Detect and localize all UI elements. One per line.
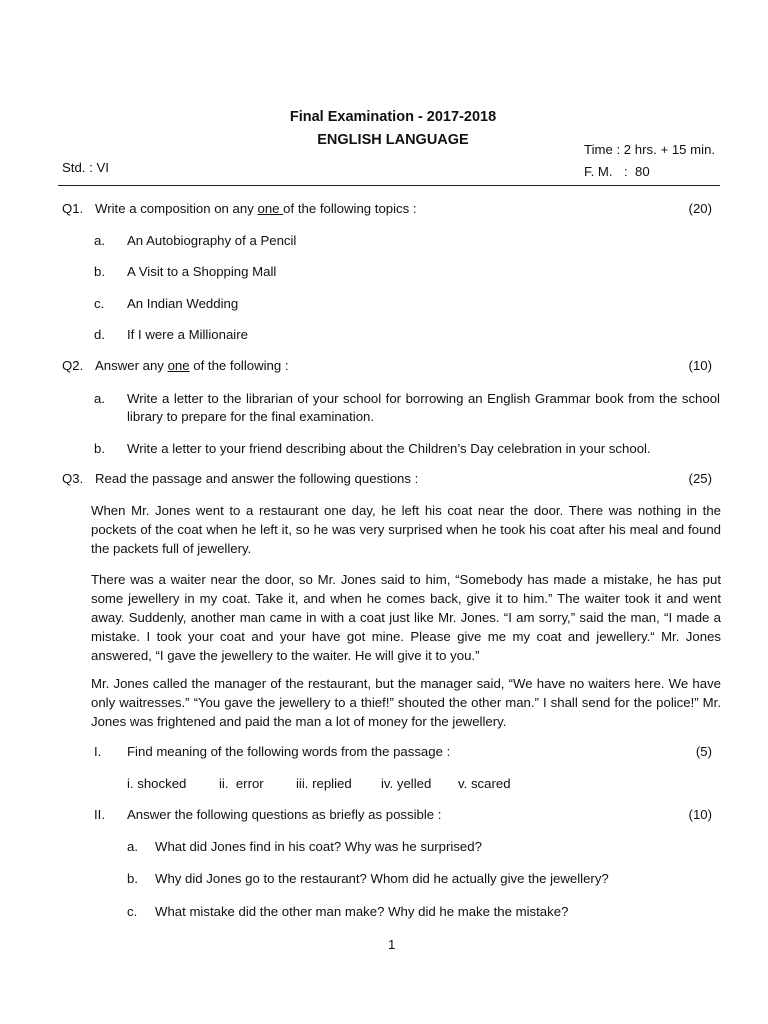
question-marks: (10)	[688, 358, 712, 373]
full-marks-value: : 80	[624, 164, 650, 179]
header-divider	[58, 185, 720, 186]
time-info: Time : 2 hrs. + 15 min.	[584, 142, 716, 157]
question-marks: (25)	[688, 471, 712, 486]
exam-title: Final Examination - 2017-2018	[289, 109, 497, 125]
question-number: Q1.	[62, 201, 84, 216]
vocab-word: ii. error	[219, 776, 264, 791]
vocab-word: iii. replied	[296, 776, 352, 791]
passage-paragraph: There was a waiter near the door, so Mr. Jones said to him, “Somebody has made a mistake, he has put some jewellery in my coat. Take it, and when he comes back, give it to him.” The waiter took it and went away. Suddenly, another man came in with a coat just like Mr. Jones. “I am sorry,” said the man, “I made a mistake. I took your coat and your have got mine. Please give me my coat and jewellery.“ Mr. Jones answered, “I gave the jewellery to the waiter. He will give it to you.”	[91, 572, 721, 663]
full-marks-label: F. M.	[584, 164, 613, 179]
question-number: Q3.	[62, 471, 84, 486]
vocab-word: iv. yelled	[381, 776, 432, 791]
question-number: Q2.	[62, 358, 84, 373]
emphasis: one	[257, 201, 284, 216]
question-text: Read the passage and answer the following questions :	[95, 471, 419, 486]
emphasis: one	[167, 358, 190, 373]
question-text: Write a composition on any one of the following topics :	[95, 201, 417, 216]
passage-paragraph: When Mr. Jones went to a restaurant one day, he left his coat near the door. There was nothing in the pockets of the coat when he left it, so he was very surprised when he took his coat after his meal and found the packets full of jewellery.	[91, 503, 721, 556]
subject-title: ENGLISH LANGUAGE	[317, 132, 469, 148]
vocab-word: i. shocked	[127, 776, 187, 791]
vocab-word: v. scared	[458, 776, 511, 791]
standard-info: Std. : VI	[62, 160, 109, 175]
question-marks: (20)	[688, 201, 712, 216]
passage-paragraph: Mr. Jones called the manager of the restaurant, but the manager said, “We have no waiters here. We have only waitresses.” “You gave the jewellery to a thief!” shouted the other man.” I shall send for the police!” Mr. Jones was frightened and paid the man a lot of money for the jewellery.	[91, 676, 721, 729]
question-text: Answer any one of the following :	[95, 358, 289, 373]
page-number: 1	[388, 937, 396, 952]
